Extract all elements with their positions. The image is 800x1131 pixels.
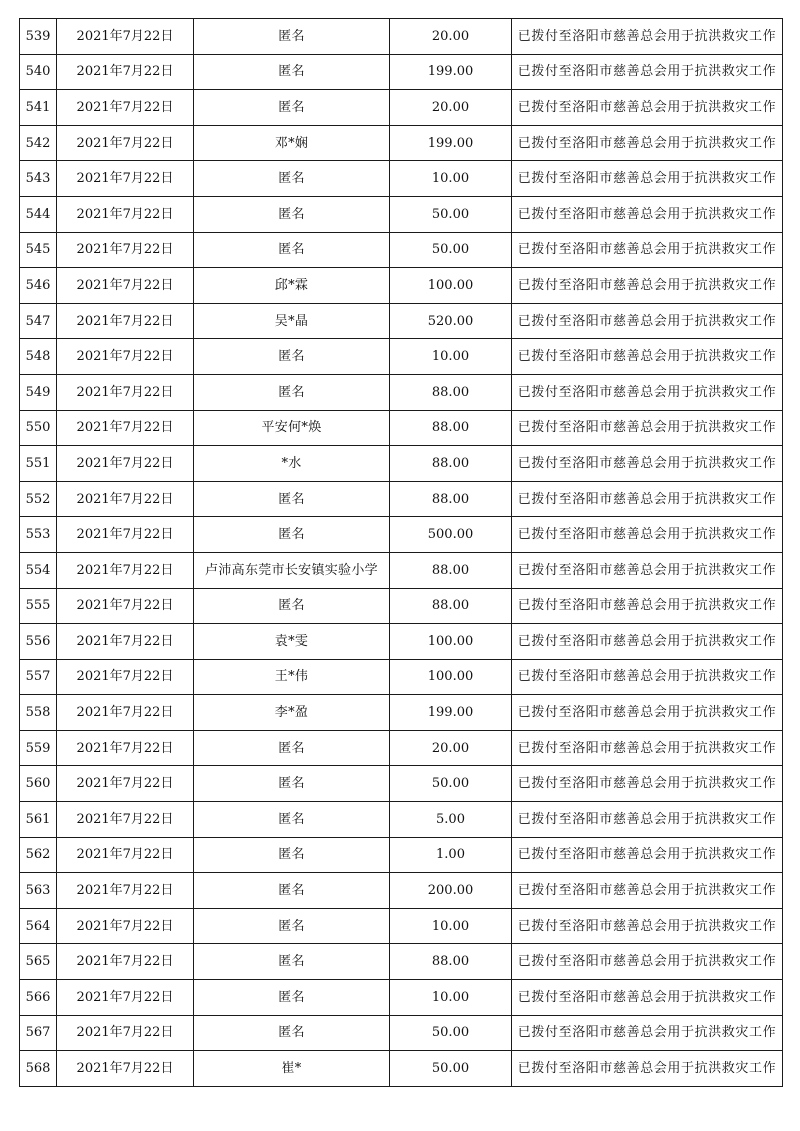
donor-name-cell: 李*盈 bbox=[194, 695, 390, 731]
amount-cell: 88.00 bbox=[390, 588, 512, 624]
donor-name-cell: 匿名 bbox=[194, 873, 390, 909]
donor-name-cell: 邓*娴 bbox=[194, 125, 390, 161]
row-number-cell: 550 bbox=[20, 410, 57, 446]
donor-name-cell: 匿名 bbox=[194, 374, 390, 410]
date-cell: 2021年7月22日 bbox=[57, 446, 194, 482]
date-cell: 2021年7月22日 bbox=[57, 125, 194, 161]
table-row bbox=[20, 944, 783, 980]
amount-cell: 100.00 bbox=[390, 268, 512, 304]
row-number-cell: 560 bbox=[20, 766, 57, 802]
note-cell: 已拨付至洛阳市慈善总会用于抗洪救灾工作 bbox=[512, 125, 783, 161]
row-number-cell: 554 bbox=[20, 552, 57, 588]
date-cell: 2021年7月22日 bbox=[57, 1051, 194, 1087]
table-row bbox=[20, 552, 783, 588]
amount-cell: 50.00 bbox=[390, 196, 512, 232]
note-cell: 已拨付至洛阳市慈善总会用于抗洪救灾工作 bbox=[512, 588, 783, 624]
row-number-cell: 553 bbox=[20, 517, 57, 553]
table-row bbox=[20, 517, 783, 553]
note-cell: 已拨付至洛阳市慈善总会用于抗洪救灾工作 bbox=[512, 873, 783, 909]
row-number-cell: 545 bbox=[20, 232, 57, 268]
amount-cell: 10.00 bbox=[390, 161, 512, 197]
table-row bbox=[20, 624, 783, 660]
note-cell: 已拨付至洛阳市慈善总会用于抗洪救灾工作 bbox=[512, 624, 783, 660]
date-cell: 2021年7月22日 bbox=[57, 766, 194, 802]
table-row bbox=[20, 268, 783, 304]
amount-cell: 5.00 bbox=[390, 802, 512, 838]
date-cell: 2021年7月22日 bbox=[57, 659, 194, 695]
table-row bbox=[20, 339, 783, 375]
row-number-cell: 561 bbox=[20, 802, 57, 838]
note-cell: 已拨付至洛阳市慈善总会用于抗洪救灾工作 bbox=[512, 837, 783, 873]
donor-name-cell: 匿名 bbox=[194, 766, 390, 802]
date-cell: 2021年7月22日 bbox=[57, 54, 194, 90]
donor-name-cell: 匿名 bbox=[194, 837, 390, 873]
donor-name-cell: 匿名 bbox=[194, 517, 390, 553]
donor-name-cell: 匿名 bbox=[194, 944, 390, 980]
date-cell: 2021年7月22日 bbox=[57, 1015, 194, 1051]
date-cell: 2021年7月22日 bbox=[57, 303, 194, 339]
amount-cell: 88.00 bbox=[390, 374, 512, 410]
donor-name-cell: *水 bbox=[194, 446, 390, 482]
date-cell: 2021年7月22日 bbox=[57, 837, 194, 873]
donor-name-cell: 卢沛高东莞市长安镇实验小学 bbox=[194, 552, 390, 588]
table-row bbox=[20, 588, 783, 624]
amount-cell: 50.00 bbox=[390, 766, 512, 802]
date-cell: 2021年7月22日 bbox=[57, 481, 194, 517]
date-cell: 2021年7月22日 bbox=[57, 873, 194, 909]
amount-cell: 199.00 bbox=[390, 54, 512, 90]
donation-table bbox=[19, 18, 783, 1087]
donor-name-cell: 匿名 bbox=[194, 54, 390, 90]
donor-name-cell: 匿名 bbox=[194, 90, 390, 126]
date-cell: 2021年7月22日 bbox=[57, 802, 194, 838]
row-number-cell: 567 bbox=[20, 1015, 57, 1051]
amount-cell: 88.00 bbox=[390, 552, 512, 588]
row-number-cell: 556 bbox=[20, 624, 57, 660]
donor-name-cell: 匿名 bbox=[194, 481, 390, 517]
row-number-cell: 566 bbox=[20, 980, 57, 1016]
row-number-cell: 543 bbox=[20, 161, 57, 197]
row-number-cell: 565 bbox=[20, 944, 57, 980]
donation-table-body bbox=[20, 19, 783, 1087]
row-number-cell: 563 bbox=[20, 873, 57, 909]
amount-cell: 88.00 bbox=[390, 944, 512, 980]
note-cell: 已拨付至洛阳市慈善总会用于抗洪救灾工作 bbox=[512, 517, 783, 553]
amount-cell: 10.00 bbox=[390, 980, 512, 1016]
row-number-cell: 547 bbox=[20, 303, 57, 339]
table-row bbox=[20, 410, 783, 446]
amount-cell: 199.00 bbox=[390, 125, 512, 161]
amount-cell: 50.00 bbox=[390, 1015, 512, 1051]
donor-name-cell: 匿名 bbox=[194, 730, 390, 766]
table-row bbox=[20, 980, 783, 1016]
note-cell: 已拨付至洛阳市慈善总会用于抗洪救灾工作 bbox=[512, 695, 783, 731]
note-cell: 已拨付至洛阳市慈善总会用于抗洪救灾工作 bbox=[512, 908, 783, 944]
date-cell: 2021年7月22日 bbox=[57, 624, 194, 660]
date-cell: 2021年7月22日 bbox=[57, 552, 194, 588]
amount-cell: 10.00 bbox=[390, 908, 512, 944]
row-number-cell: 549 bbox=[20, 374, 57, 410]
table-row bbox=[20, 766, 783, 802]
table-row bbox=[20, 1015, 783, 1051]
amount-cell: 50.00 bbox=[390, 232, 512, 268]
donor-name-cell: 匿名 bbox=[194, 980, 390, 1016]
note-cell: 已拨付至洛阳市慈善总会用于抗洪救灾工作 bbox=[512, 232, 783, 268]
amount-cell: 520.00 bbox=[390, 303, 512, 339]
table-row bbox=[20, 1051, 783, 1087]
note-cell: 已拨付至洛阳市慈善总会用于抗洪救灾工作 bbox=[512, 303, 783, 339]
amount-cell: 88.00 bbox=[390, 481, 512, 517]
donor-name-cell: 匿名 bbox=[194, 802, 390, 838]
donor-name-cell: 匿名 bbox=[194, 1015, 390, 1051]
donor-name-cell: 吴*晶 bbox=[194, 303, 390, 339]
note-cell: 已拨付至洛阳市慈善总会用于抗洪救灾工作 bbox=[512, 196, 783, 232]
row-number-cell: 544 bbox=[20, 196, 57, 232]
date-cell: 2021年7月22日 bbox=[57, 232, 194, 268]
table-row bbox=[20, 659, 783, 695]
amount-cell: 199.00 bbox=[390, 695, 512, 731]
amount-cell: 500.00 bbox=[390, 517, 512, 553]
row-number-cell: 541 bbox=[20, 90, 57, 126]
row-number-cell: 555 bbox=[20, 588, 57, 624]
donor-name-cell: 王*伟 bbox=[194, 659, 390, 695]
donor-name-cell: 匿名 bbox=[194, 161, 390, 197]
table-row bbox=[20, 303, 783, 339]
date-cell: 2021年7月22日 bbox=[57, 161, 194, 197]
row-number-cell: 540 bbox=[20, 54, 57, 90]
table-row bbox=[20, 908, 783, 944]
row-number-cell: 552 bbox=[20, 481, 57, 517]
note-cell: 已拨付至洛阳市慈善总会用于抗洪救灾工作 bbox=[512, 980, 783, 1016]
date-cell: 2021年7月22日 bbox=[57, 944, 194, 980]
row-number-cell: 564 bbox=[20, 908, 57, 944]
note-cell: 已拨付至洛阳市慈善总会用于抗洪救灾工作 bbox=[512, 1051, 783, 1087]
amount-cell: 10.00 bbox=[390, 339, 512, 375]
note-cell: 已拨付至洛阳市慈善总会用于抗洪救灾工作 bbox=[512, 1015, 783, 1051]
table-row bbox=[20, 730, 783, 766]
table-row bbox=[20, 802, 783, 838]
amount-cell: 200.00 bbox=[390, 873, 512, 909]
row-number-cell: 542 bbox=[20, 125, 57, 161]
note-cell: 已拨付至洛阳市慈善总会用于抗洪救灾工作 bbox=[512, 552, 783, 588]
note-cell: 已拨付至洛阳市慈善总会用于抗洪救灾工作 bbox=[512, 54, 783, 90]
table-row bbox=[20, 19, 783, 55]
amount-cell: 50.00 bbox=[390, 1051, 512, 1087]
table-row bbox=[20, 161, 783, 197]
row-number-cell: 557 bbox=[20, 659, 57, 695]
row-number-cell: 562 bbox=[20, 837, 57, 873]
date-cell: 2021年7月22日 bbox=[57, 374, 194, 410]
donor-name-cell: 匿名 bbox=[194, 232, 390, 268]
donation-table-page bbox=[19, 18, 782, 1087]
donor-name-cell: 匿名 bbox=[194, 196, 390, 232]
note-cell: 已拨付至洛阳市慈善总会用于抗洪救灾工作 bbox=[512, 730, 783, 766]
amount-cell: 20.00 bbox=[390, 730, 512, 766]
donor-name-cell: 匿名 bbox=[194, 588, 390, 624]
note-cell: 已拨付至洛阳市慈善总会用于抗洪救灾工作 bbox=[512, 339, 783, 375]
row-number-cell: 568 bbox=[20, 1051, 57, 1087]
note-cell: 已拨付至洛阳市慈善总会用于抗洪救灾工作 bbox=[512, 659, 783, 695]
note-cell: 已拨付至洛阳市慈善总会用于抗洪救灾工作 bbox=[512, 268, 783, 304]
date-cell: 2021年7月22日 bbox=[57, 410, 194, 446]
amount-cell: 100.00 bbox=[390, 624, 512, 660]
note-cell: 已拨付至洛阳市慈善总会用于抗洪救灾工作 bbox=[512, 161, 783, 197]
date-cell: 2021年7月22日 bbox=[57, 90, 194, 126]
amount-cell: 20.00 bbox=[390, 19, 512, 55]
donor-name-cell: 邱*霖 bbox=[194, 268, 390, 304]
table-row bbox=[20, 90, 783, 126]
table-row bbox=[20, 196, 783, 232]
table-row bbox=[20, 481, 783, 517]
amount-cell: 1.00 bbox=[390, 837, 512, 873]
date-cell: 2021年7月22日 bbox=[57, 196, 194, 232]
date-cell: 2021年7月22日 bbox=[57, 695, 194, 731]
amount-cell: 88.00 bbox=[390, 410, 512, 446]
row-number-cell: 546 bbox=[20, 268, 57, 304]
row-number-cell: 551 bbox=[20, 446, 57, 482]
table-row bbox=[20, 374, 783, 410]
note-cell: 已拨付至洛阳市慈善总会用于抗洪救灾工作 bbox=[512, 481, 783, 517]
note-cell: 已拨付至洛阳市慈善总会用于抗洪救灾工作 bbox=[512, 446, 783, 482]
note-cell: 已拨付至洛阳市慈善总会用于抗洪救灾工作 bbox=[512, 19, 783, 55]
note-cell: 已拨付至洛阳市慈善总会用于抗洪救灾工作 bbox=[512, 374, 783, 410]
note-cell: 已拨付至洛阳市慈善总会用于抗洪救灾工作 bbox=[512, 944, 783, 980]
donor-name-cell: 平安何*焕 bbox=[194, 410, 390, 446]
row-number-cell: 558 bbox=[20, 695, 57, 731]
amount-cell: 88.00 bbox=[390, 446, 512, 482]
table-row bbox=[20, 54, 783, 90]
donor-name-cell: 匿名 bbox=[194, 339, 390, 375]
date-cell: 2021年7月22日 bbox=[57, 19, 194, 55]
donor-name-cell: 袁*雯 bbox=[194, 624, 390, 660]
row-number-cell: 559 bbox=[20, 730, 57, 766]
note-cell: 已拨付至洛阳市慈善总会用于抗洪救灾工作 bbox=[512, 410, 783, 446]
row-number-cell: 548 bbox=[20, 339, 57, 375]
date-cell: 2021年7月22日 bbox=[57, 339, 194, 375]
row-number-cell: 539 bbox=[20, 19, 57, 55]
donor-name-cell: 崔* bbox=[194, 1051, 390, 1087]
note-cell: 已拨付至洛阳市慈善总会用于抗洪救灾工作 bbox=[512, 90, 783, 126]
table-row bbox=[20, 446, 783, 482]
date-cell: 2021年7月22日 bbox=[57, 588, 194, 624]
amount-cell: 100.00 bbox=[390, 659, 512, 695]
table-row bbox=[20, 125, 783, 161]
date-cell: 2021年7月22日 bbox=[57, 730, 194, 766]
note-cell: 已拨付至洛阳市慈善总会用于抗洪救灾工作 bbox=[512, 802, 783, 838]
note-cell: 已拨付至洛阳市慈善总会用于抗洪救灾工作 bbox=[512, 766, 783, 802]
amount-cell: 20.00 bbox=[390, 90, 512, 126]
table-row bbox=[20, 695, 783, 731]
table-row bbox=[20, 837, 783, 873]
date-cell: 2021年7月22日 bbox=[57, 908, 194, 944]
date-cell: 2021年7月22日 bbox=[57, 980, 194, 1016]
donor-name-cell: 匿名 bbox=[194, 908, 390, 944]
table-row bbox=[20, 873, 783, 909]
donor-name-cell: 匿名 bbox=[194, 19, 390, 55]
table-row bbox=[20, 232, 783, 268]
date-cell: 2021年7月22日 bbox=[57, 517, 194, 553]
date-cell: 2021年7月22日 bbox=[57, 268, 194, 304]
